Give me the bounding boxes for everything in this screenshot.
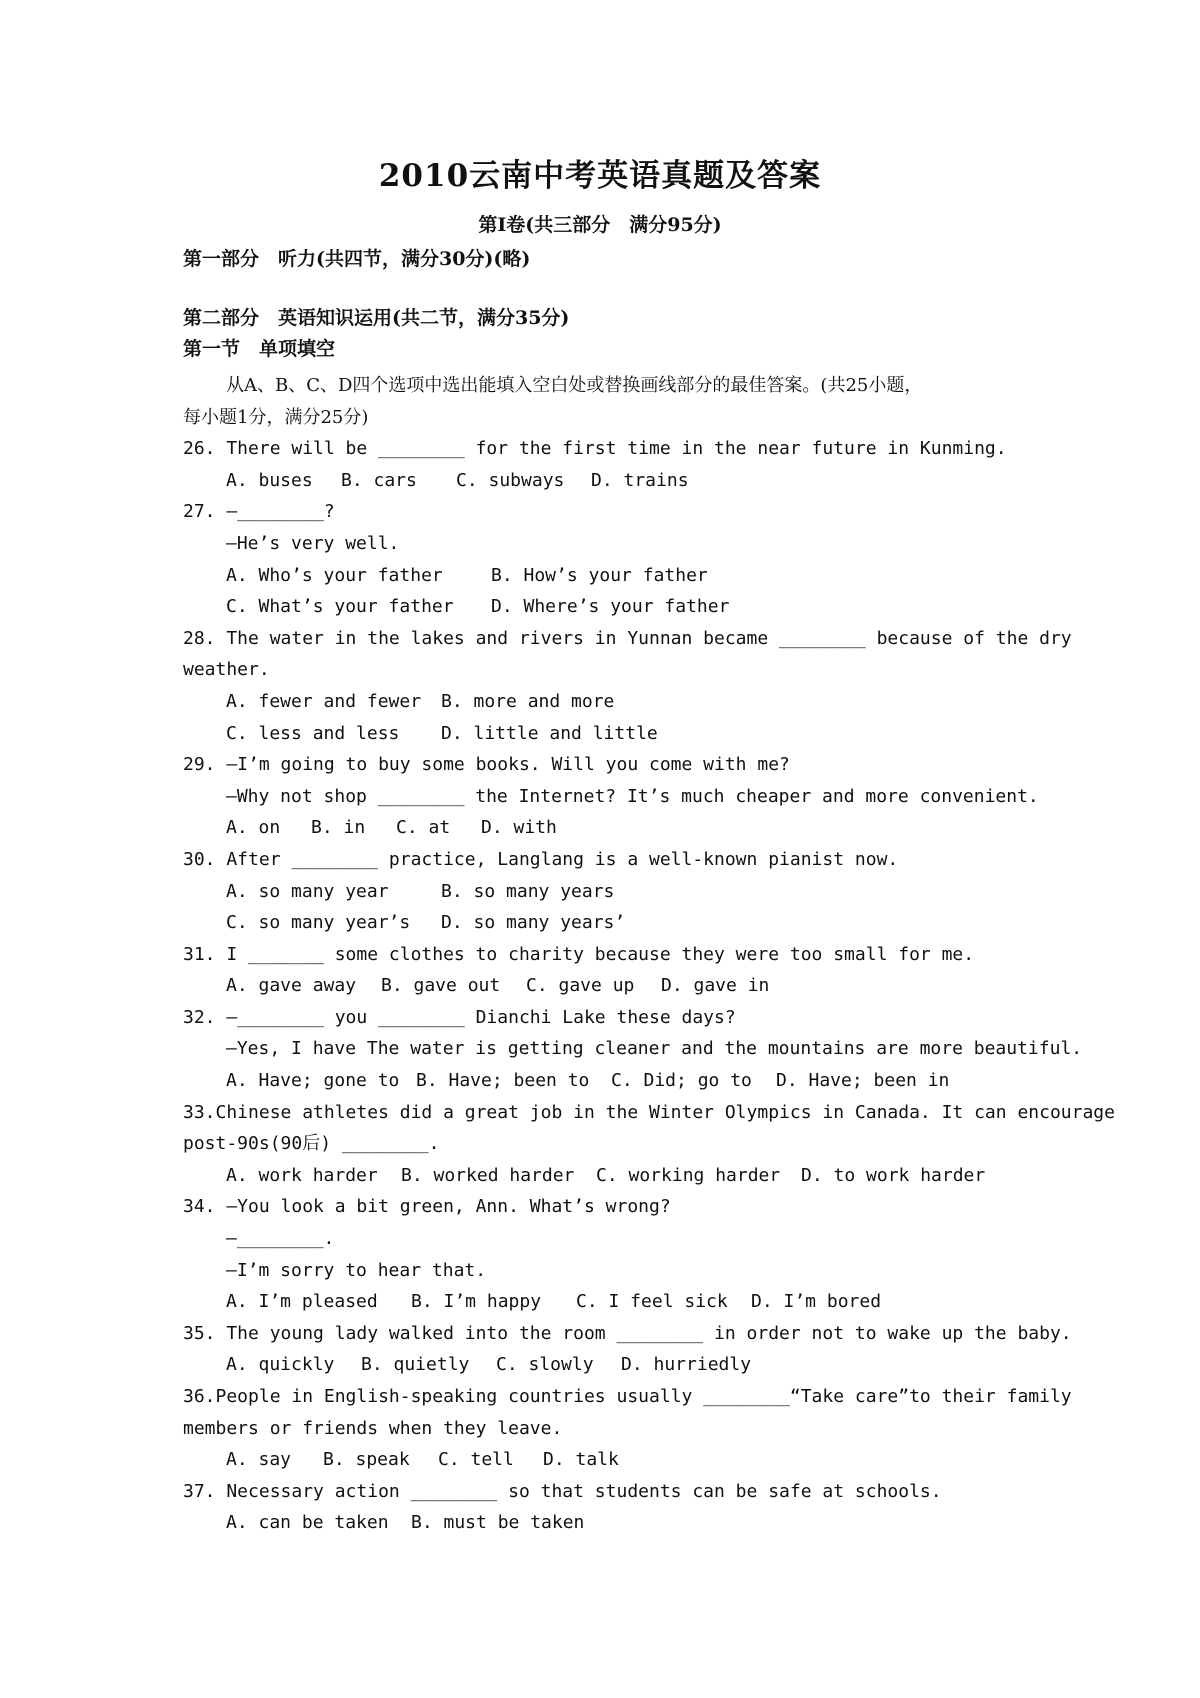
question-item bbox=[183, 1002, 1083, 1097]
question-stem-line: 34. —You look a bit green, Ann. What’s wrong? bbox=[183, 1196, 671, 1218]
options-row bbox=[183, 560, 1033, 592]
page-title: 2010云南中考英语真题及答案 bbox=[378, 158, 822, 194]
part1-heading: 第一部分 听力(共四节，满分30分)(略) bbox=[183, 248, 531, 270]
options-row bbox=[183, 812, 1033, 844]
dialogue-line: —I’m sorry to hear that. bbox=[226, 1259, 487, 1281]
question-stem-line: 29. —I’m going to buy some books. Will you come with me? bbox=[183, 754, 790, 776]
answer-option[interactable]: D. Where’s your father bbox=[491, 596, 730, 618]
answer-option[interactable]: A. say bbox=[226, 1449, 292, 1471]
options-row bbox=[183, 1507, 1033, 1539]
answer-option[interactable]: A. work harder bbox=[226, 1164, 378, 1186]
question-item bbox=[183, 1318, 1072, 1381]
answer-option[interactable]: A. fewer and fewer bbox=[226, 690, 422, 712]
answer-option[interactable]: D. hurriedly bbox=[621, 1354, 752, 1376]
answer-option[interactable]: D. with bbox=[481, 817, 557, 839]
answer-option[interactable]: C. What’s your father bbox=[226, 596, 454, 618]
answer-option[interactable]: D. to work harder bbox=[801, 1164, 986, 1186]
answer-option[interactable]: B. I’m happy bbox=[411, 1291, 542, 1313]
section1-heading: 第一节 单项填空 bbox=[183, 338, 336, 360]
answer-option[interactable]: D. so many years’ bbox=[441, 912, 626, 934]
answer-option[interactable]: B. quietly bbox=[361, 1354, 470, 1376]
question-list bbox=[183, 370, 1115, 1539]
question-item bbox=[183, 749, 1039, 844]
options-row bbox=[183, 1286, 1033, 1318]
question-item bbox=[183, 1191, 1033, 1317]
dialogue-line: —________. bbox=[226, 1228, 335, 1250]
question-stem-line: 35. The young lady walked into the room ________ in order not to wake up the baby. bbox=[183, 1322, 1072, 1344]
answer-option[interactable]: A. buses bbox=[226, 469, 313, 491]
answer-option[interactable]: D. little and little bbox=[441, 722, 658, 744]
question-item bbox=[183, 939, 1033, 1002]
question-item bbox=[183, 1097, 1115, 1192]
question-stem-line: 30. After ________ practice, Langlang is a well-known pianist now. bbox=[183, 848, 899, 870]
question-stem-line: weather. bbox=[183, 659, 270, 681]
options-row bbox=[183, 876, 1033, 908]
question-item bbox=[183, 623, 1072, 749]
answer-option[interactable]: C. tell bbox=[438, 1449, 514, 1471]
options-row bbox=[183, 970, 1033, 1002]
answer-option[interactable]: B. gave out bbox=[381, 975, 501, 997]
question-stem-line: 27. —________? bbox=[183, 501, 335, 523]
answer-option[interactable]: B. so many years bbox=[441, 880, 615, 902]
options-row bbox=[183, 591, 1033, 623]
question-stem-line: 31. I _______ some clothes to charity because they were too small for me. bbox=[183, 943, 975, 965]
part2-heading: 第二部分 英语知识运用(共二节，满分35分) bbox=[183, 307, 570, 329]
answer-option[interactable]: D. talk bbox=[543, 1449, 619, 1471]
answer-option[interactable]: A. can be taken bbox=[226, 1512, 389, 1534]
answer-option[interactable]: C. Did; go to bbox=[611, 1070, 752, 1092]
answer-option[interactable]: C. subways bbox=[456, 469, 565, 491]
question-stem-line: 33.Chinese athletes did a great job in the Winter Olympics in Canada. It can encourage bbox=[183, 1101, 1115, 1123]
answer-option[interactable]: A. Who’s your father bbox=[226, 564, 443, 586]
dialogue-line: —Yes, I have The water is getting cleaner and the mountains are more beautiful. bbox=[226, 1038, 1083, 1060]
instructions-line-1: 从A、B、C、D四个选项中选出能填入空白处或替换画线部分的最佳答案。(共25小题， bbox=[226, 375, 923, 396]
question-stem-line: 26. There will be ________ for the first time in the near future in Kunming. bbox=[183, 438, 1007, 460]
answer-option[interactable]: A. Have; gone to bbox=[226, 1070, 400, 1092]
options-row bbox=[183, 1444, 1033, 1476]
question-stem-line: 36.People in English-speaking countries usually ________“Take care”to their family bbox=[183, 1386, 1072, 1407]
answer-option[interactable]: D. I’m bored bbox=[751, 1291, 882, 1313]
answer-option[interactable]: B. worked harder bbox=[401, 1164, 575, 1186]
answer-option[interactable]: A. quickly bbox=[226, 1354, 335, 1376]
answer-option[interactable]: B. speak bbox=[323, 1449, 410, 1471]
instructions-line-2: 每小题1分，满分25分) bbox=[183, 406, 369, 428]
options-row bbox=[183, 907, 1033, 939]
options-row bbox=[183, 718, 1033, 750]
question-item bbox=[183, 1476, 1033, 1539]
answer-option[interactable]: D. gave in bbox=[661, 975, 770, 997]
options-row bbox=[183, 1065, 1033, 1097]
answer-option[interactable]: C. gave up bbox=[526, 975, 635, 997]
options-row bbox=[183, 686, 1033, 718]
answer-option[interactable]: C. I feel sick bbox=[576, 1291, 728, 1313]
answer-option[interactable]: B. in bbox=[311, 817, 366, 839]
question-stem-line: 28. The water in the lakes and rivers in Yunnan became ________ because of the dry bbox=[183, 627, 1072, 649]
options-row bbox=[183, 1160, 1033, 1192]
question-stem-line: 37. Necessary action ________ so that students can be safe at schools. bbox=[183, 1480, 942, 1502]
question-item bbox=[183, 844, 1033, 939]
answer-option[interactable]: C. working harder bbox=[596, 1164, 781, 1186]
dialogue-line: —Why not shop ________ the Internet? It’s much cheaper and more convenient. bbox=[226, 785, 1039, 807]
options-row bbox=[183, 1349, 1033, 1381]
answer-option[interactable]: A. gave away bbox=[226, 975, 357, 997]
answer-option[interactable]: B. Have; been to bbox=[416, 1070, 590, 1092]
answer-option[interactable]: A. I’m pleased bbox=[226, 1291, 378, 1313]
answer-option[interactable]: C. slowly bbox=[496, 1354, 594, 1376]
question-stem-line: 32. —________ you ________ Dianchi Lake these days? bbox=[183, 1006, 736, 1028]
answer-option[interactable]: C. at bbox=[396, 817, 451, 839]
volume-header: 第Ⅰ卷(共三部分 满分95分) bbox=[478, 214, 722, 236]
question-item bbox=[183, 1381, 1072, 1476]
question-stem-line: members or friends when they leave. bbox=[183, 1417, 563, 1439]
answer-option[interactable]: A. so many year bbox=[226, 880, 389, 902]
answer-option[interactable]: D. trains bbox=[591, 469, 689, 491]
options-row bbox=[183, 465, 1033, 497]
question-stem-line: post-90s(90后) ________. bbox=[183, 1133, 440, 1155]
answer-option[interactable]: C. less and less bbox=[226, 722, 400, 744]
question-item bbox=[183, 496, 1033, 622]
answer-option[interactable]: D. Have; been in bbox=[776, 1070, 950, 1092]
answer-option[interactable]: B. more and more bbox=[441, 690, 615, 712]
question-item bbox=[183, 433, 1033, 496]
dialogue-line: —He’s very well. bbox=[226, 532, 400, 554]
answer-option[interactable]: B. must be taken bbox=[411, 1512, 585, 1534]
answer-option[interactable]: B. How’s your father bbox=[491, 564, 708, 586]
answer-option[interactable]: C. so many year’s bbox=[226, 912, 411, 934]
answer-option[interactable]: A. on bbox=[226, 817, 281, 839]
answer-option[interactable]: B. cars bbox=[341, 469, 417, 491]
